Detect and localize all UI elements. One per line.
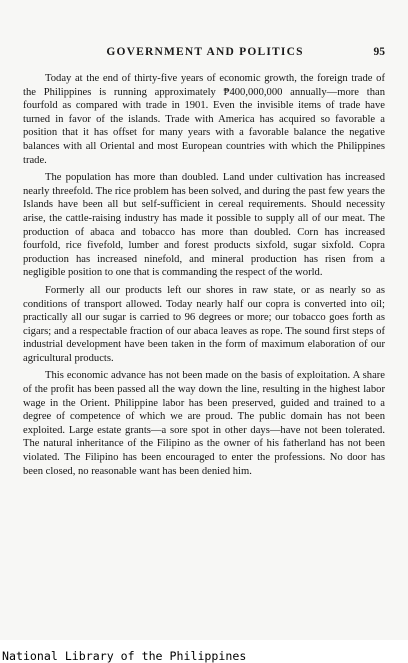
paragraph-foreign-trade: Today at the end of thirty-five years of economic growth, the foreign trade of the Philippines is running approximately ₱400,000,000 annually—more than fourfold as compared with trade in 1901. Even the invisible items of trade have turned in favor of the islands. Trade with America has acquired so favorable a position that it has offset for many years with a favorable balance the negative balances with all Oriental and most European countries with which the Philippines trade. [23,73,385,166]
page-number: 95 [373,46,385,58]
running-head [20,46,390,60]
body-text [23,72,385,482]
paragraph-economic-advance: This economic advance has not been made on the basis of exploitation. A share of the profit has been passed all the way down the line, resulting in the highest labor wage in the Orient. Philippine labor has been preserved, guided and trained to a degree of competence of which we are proud. The public domain has not been exploited. Large estate grants—a sore spot in other days—have not been tolerated. The natural inheritance of the Filipino as the owner of his fatherland has not been violated. The Filipino has been encouraged to enter the professions. No door has been closed, no reasonable want has been denied him. [23,370,385,477]
paragraph-raw-products: Formerly all our products left our shores in raw state, or as nearly so as conditions of transport allowed. Today nearly half our copra is converted into oil; practically all our sugar is carried to 96 degrees or more; our tobacco goes forth as cigars; and a respectable fraction of our abaca leaves as rope. The sound first steps of industrial development have been taken in the form of maximum elaboration of our agricultural products. [23,284,385,364]
running-title: GOVERNMENT AND POLITICS [106,46,304,58]
paragraph-population-production: The population has more than doubled. Land under cultivation has increased nearly threefold. The rice problem has been solved, and during the past few years the Islands have been all but self-sufficient in cereal requirements. Should necessity arise, the cattle-raising industry has made it possible to supply all of our meat. The production of abaca and tobacco has more than doubled. Corn has increased fourfold, rice fivefold, lumber and forest products sixfold, sugar sixfold. Copra production has increased ninefold, and mineral production has risen from a negligible position to one that is commanding the respect of the world. [23,172,385,279]
library-credit: National Library of the Philippines [2,649,247,663]
